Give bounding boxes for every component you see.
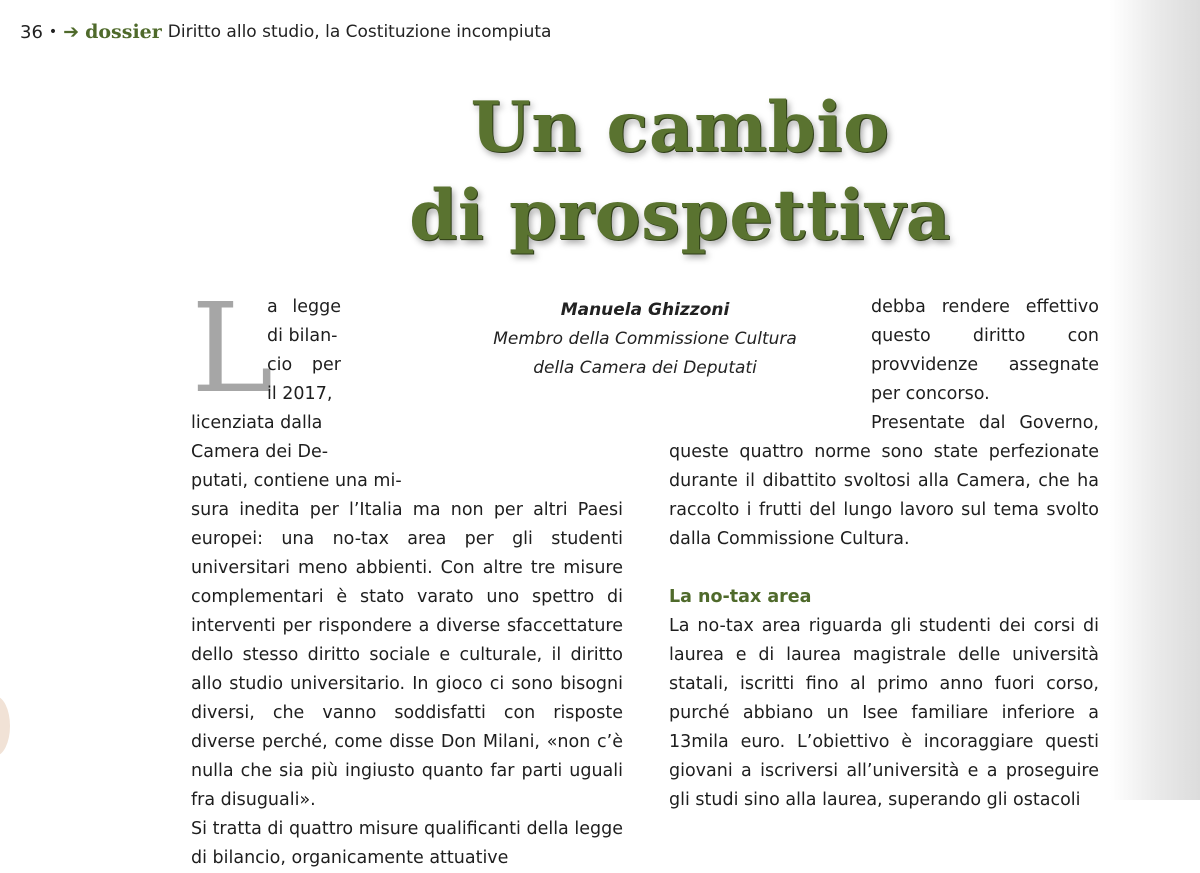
headline-line-1: Un cambio	[470, 87, 890, 168]
body-paragraph-5: La no-tax area riguarda gli studenti dei corsi di laurea e di laurea magistrale delle università statali, iscritti fino al primo anno fuori corso, purché abbiano un Isee familiare inferiore a 13mila euro. L’obiettivo è incoraggiare questi giovani a iscriversi all’università e a proseguire gli studi sino alla laurea, superando gli ostacoli	[669, 616, 1099, 810]
body-paragraph-3: debba rendere effettivo questo diritto con provvidenze assegnate per concorso.	[871, 297, 1099, 404]
page-gutter-shadow	[1110, 0, 1200, 800]
page-corner-mark	[0, 696, 10, 756]
intro-line-2: cio per il 2017,	[267, 355, 341, 404]
arrow-icon: ➔	[63, 21, 80, 43]
intro-line-3: licenziata dalla	[191, 413, 323, 433]
intro-line-4: Camera dei De-	[191, 442, 329, 462]
section-title: Diritto allo studio, la Costituzione incompiuta	[167, 22, 552, 42]
body-paragraph-2: Si tratta di quattro misure qualificanti della legge di bilancio, organicamente attuative	[191, 819, 623, 868]
intro-line-1: a legge di bilan-	[267, 297, 341, 346]
body-paragraph-1: sura inedita per l’Italia ma non per altri Paesi europei: una no-tax area per gli studenti universitari meno abbienti. Con altre tre misure complementari è stato varato uno spettro di interventi per rispondere a diverse sfaccettature dello stesso diritto sociale e culturale, il diritto allo studio universitario. In gioco ci sono bisogni diversi, che vanno soddisfatti con risposte diverse perché, come disse Don Milani, «non c’è nulla che sia più ingiusto quanto far parti uguali fra disuguali».	[191, 500, 623, 810]
drop-cap: L	[191, 277, 274, 421]
column-left	[191, 277, 623, 873]
page-number: 36	[20, 21, 43, 43]
author-role-line-1: Membro della Commissione Cultura	[493, 329, 797, 349]
body-paragraph-4: Presentate dal Governo, queste quattro norme sono state perfezionate durante il dibattito svoltosi alla Camera, che ha raccolto i frutti del lungo lavoro sul tema svolto dalla Commissione Cultura.	[669, 413, 1099, 549]
running-header	[20, 19, 551, 45]
section-subheading: La no-tax area	[669, 587, 812, 607]
section-label: dossier	[85, 21, 162, 43]
intro-line-5: putati, contiene una mi-	[191, 471, 402, 491]
author-name: Manuela Ghizzoni	[560, 300, 730, 320]
headline-line-2: di prospettiva	[409, 175, 951, 256]
article-headline	[370, 84, 990, 260]
column-right	[669, 293, 1099, 815]
author-role-line-2: della Camera dei Deputati	[533, 358, 757, 378]
bullet-separator: •	[48, 24, 58, 40]
